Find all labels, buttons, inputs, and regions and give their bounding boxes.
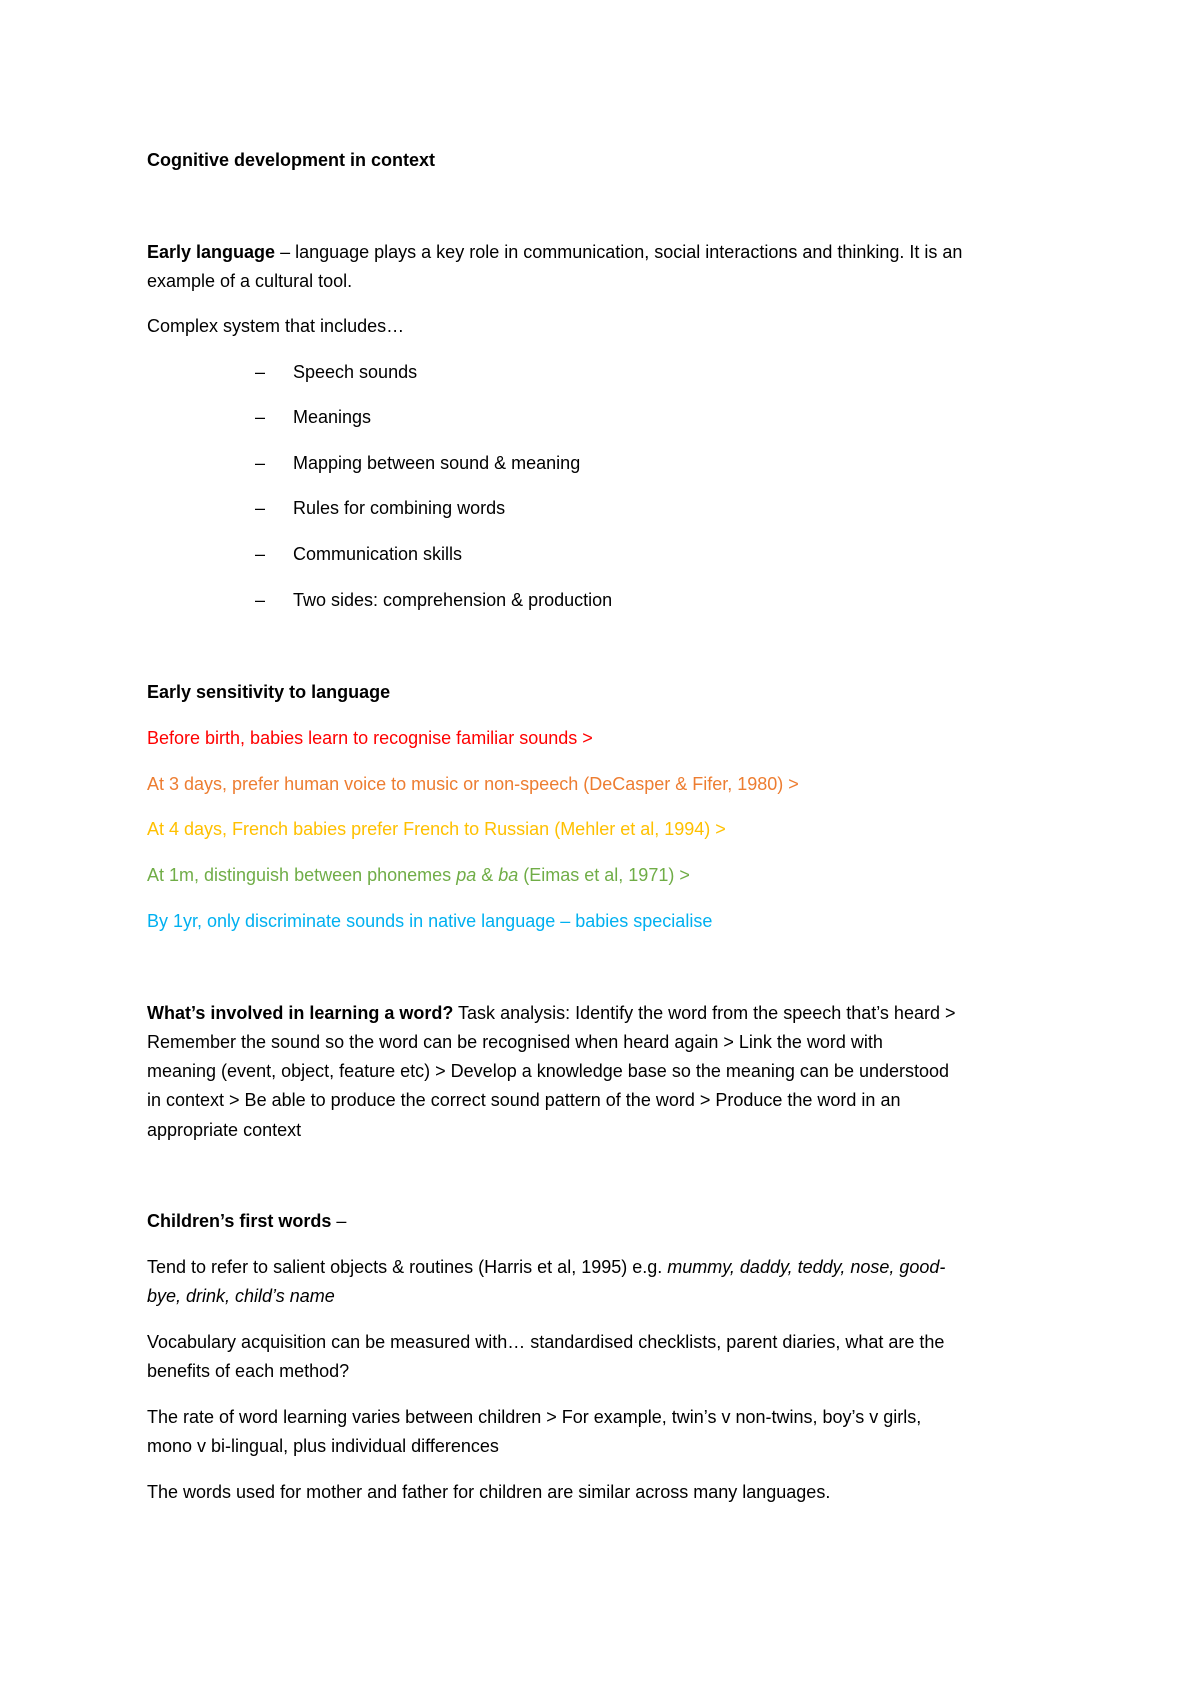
list-item-text: Mapping between sound & meaning	[293, 453, 581, 473]
word-learning-heading: What’s involved in learning a word?	[147, 1003, 454, 1023]
sensitivity-1-month-text: At 1m, distinguish between phonemes	[147, 865, 457, 885]
list-item-text: Rules for combining words	[293, 498, 506, 518]
word-learning-line-1	[147, 1002, 956, 1024]
ampersand: &	[476, 865, 499, 885]
phoneme-pa: pa	[456, 865, 477, 885]
dash-bullet: –	[255, 407, 266, 427]
word-learning-line-5: appropriate context	[147, 1120, 302, 1140]
dash-bullet: –	[255, 453, 266, 473]
dash-bullet: –	[255, 498, 266, 518]
dash-bullet: –	[255, 590, 266, 610]
list-item-text: Speech sounds	[293, 362, 418, 382]
first-words-p1-line-2: bye, drink, child’s name	[147, 1286, 335, 1306]
sensitivity-1-year: By 1yr, only discriminate sounds in native language – babies specialise	[147, 911, 713, 931]
word-learning-line-4: in context > Be able to produce the correct sound pattern of the word > Produce the word in an	[147, 1090, 901, 1110]
phoneme-ba: ba	[498, 865, 519, 885]
early-language-text: – language plays a key role in communication, social interactions and thinking. It is an	[275, 242, 963, 262]
early-language-line-1	[147, 241, 962, 263]
first-words-heading-line	[147, 1210, 346, 1232]
first-words-p1-text: Tend to refer to salient objects & routines (Harris et al, 1995) e.g.	[147, 1257, 668, 1277]
first-words-heading-dash: –	[331, 1211, 347, 1231]
list-item-text: Communication skills	[293, 544, 463, 564]
first-words-heading: Children’s first words	[147, 1211, 332, 1231]
first-words-p1-line-1	[147, 1256, 945, 1278]
list-item-text: Two sides: comprehension & production	[293, 590, 613, 610]
dash-bullet: –	[255, 544, 266, 564]
sensitivity-1-month-citation: (Eimas et al, 1971) >	[518, 865, 690, 885]
word-learning-text: Task analysis: Identify the word from the speech that’s heard >	[453, 1003, 956, 1023]
first-words-p3-line-1: The rate of word learning varies between children > For example, twin’s v non-twins, boy’s v girls,	[147, 1407, 922, 1427]
complex-system-intro: Complex system that includes…	[147, 316, 405, 336]
sensitivity-before-birth: Before birth, babies learn to recognise familiar sounds >	[147, 728, 593, 748]
sensitivity-1-month	[147, 864, 690, 886]
sensitivity-4-days: At 4 days, French babies prefer French to Russian (Mehler et al, 1994) >	[147, 819, 726, 839]
dash-bullet: –	[255, 362, 266, 382]
list-item-text: Meanings	[293, 407, 372, 427]
page-title: Cognitive development in context	[147, 150, 436, 170]
word-learning-line-2: Remember the sound so the word can be recognised when heard again > Link the word with	[147, 1032, 883, 1052]
sensitivity-heading: Early sensitivity to language	[147, 682, 391, 702]
word-learning-line-3: meaning (event, object, feature etc) > Develop a knowledge base so the meaning can be understood	[147, 1061, 950, 1081]
early-language-line-2: example of a cultural tool.	[147, 271, 353, 291]
first-words-p3-line-2: mono v bi-lingual, plus individual differences	[147, 1436, 499, 1456]
first-words-p4: The words used for mother and father for children are similar across many languages.	[147, 1482, 831, 1502]
first-words-p2-line-2: benefits of each method?	[147, 1361, 350, 1381]
sensitivity-3-days: At 3 days, prefer human voice to music or non-speech (DeCasper & Fifer, 1980) >	[147, 774, 799, 794]
first-words-examples: mummy, daddy, teddy, nose, good-	[667, 1257, 946, 1277]
first-words-p2-line-1: Vocabulary acquisition can be measured with… standardised checklists, parent diaries, what are the	[147, 1332, 945, 1352]
early-language-heading: Early language	[147, 242, 276, 262]
